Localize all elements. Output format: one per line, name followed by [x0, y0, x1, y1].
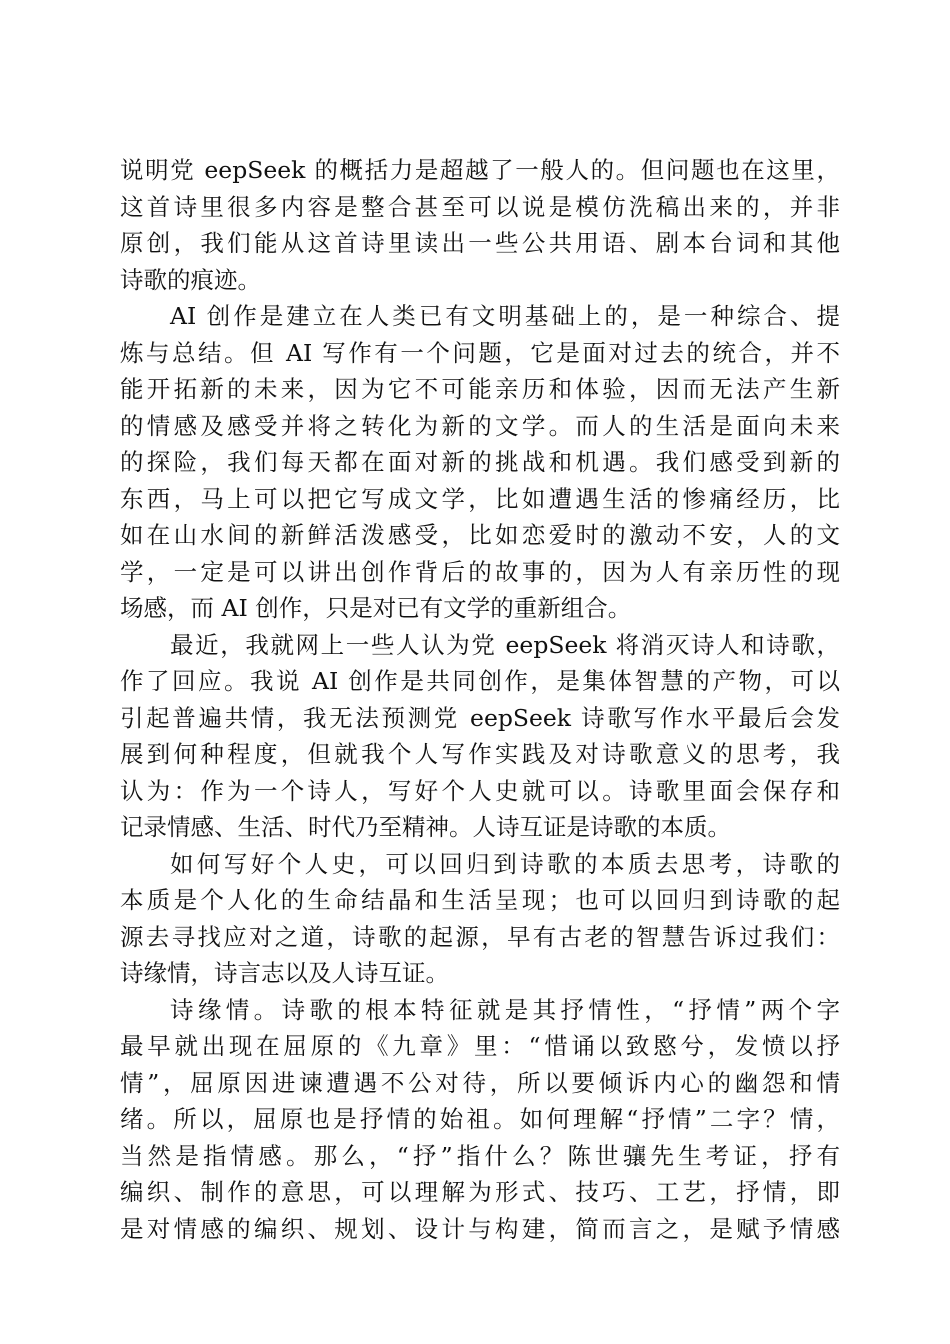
text-line: 诗缘情。诗歌的根本特征就是其抒情性，“抒情”两个字	[170, 995, 840, 1024]
text-line: 作了回应。我说 AI 创作是共同创作，是集体智慧的产物，可以	[120, 667, 840, 695]
text-line: 最近，我就网上一些人认为党 eepSeek 将消灭诗人和诗歌，	[170, 630, 840, 659]
text-line: 的情感及感受并将之转化为新的文学。而人的生活是面向未来	[120, 411, 840, 440]
text-line: 学，一定是可以讲出创作背后的故事的，因为人有亲历性的现	[120, 557, 840, 586]
text-line: 引起普遍共情，我无法预测党 eepSeek 诗歌写作水平最后会发	[120, 703, 840, 732]
text-line: 能开拓新的未来，因为它不可能亲历和体验，因而无法产生新	[120, 375, 840, 403]
text-line: 最早就出现在屈原的《九章》里：“惜诵以致愍兮，发愤以抒	[120, 1032, 840, 1060]
text-line: 当然是指情感。那么，“抒”指什么？陈世骧先生考证，抒有	[120, 1141, 840, 1170]
body-text	[120, 152, 840, 1247]
text-line: 认为：作为一个诗人，写好个人史就可以。诗歌里面会保存和	[120, 776, 840, 805]
text-line: 本质是个人化的生命结晶和生活呈现；也可以回归到诗歌的起	[120, 886, 840, 914]
text-line: AI 创作是建立在人类已有文明基础上的，是一种综合、提	[170, 302, 840, 330]
paragraph-3	[120, 627, 840, 846]
text-line: 源去寻找应对之道，诗歌的起源，早有古老的智慧告诉过我们：	[120, 922, 840, 951]
text-line: 如何写好个人史，可以回归到诗歌的本质去思考，诗歌的	[170, 849, 840, 878]
text-line: 如在山水间的新鲜活泼感受，比如恋爱时的激动不安，人的文	[120, 521, 840, 549]
text-line: 绪。所以，屈原也是抒情的始祖。如何理解“抒情”二字？情，	[120, 1105, 840, 1133]
text-line: 编织、制作的意思，可以理解为形式、技巧、工艺，抒情，即	[120, 1178, 840, 1206]
text-line: 东西，马上可以把它写成文学，比如遭遇生活的惨痛经历，比	[120, 484, 840, 513]
text-line: 诗歌的痕迹。	[120, 265, 261, 294]
text-line: 的探险，我们每天都在面对新的挑战和机遇。我们感受到新的	[120, 448, 840, 476]
text-line: 是对情感的编织、规划、设计与构建，简而言之，是赋予情感	[120, 1214, 840, 1243]
text-line: 诗缘情，诗言志以及人诗互证。	[120, 959, 449, 987]
text-line: 场感，而 AI 创作，只是对已有文学的重新组合。	[120, 594, 632, 622]
paragraph-1	[120, 152, 840, 298]
text-line: 说明党 eepSeek 的概括力是超越了一般人的。但问题也在这里，	[120, 156, 840, 184]
paragraph-5	[120, 992, 840, 1248]
text-line: 记录情感、生活、时代乃至精神。人诗互证是诗歌的本质。	[120, 813, 731, 841]
text-line: 展到何种程度，但就我个人写作实践及对诗歌意义的思考，我	[120, 740, 840, 768]
text-line: 原创，我们能从这首诗里读出一些公共用语、剧本台词和其他	[120, 229, 840, 257]
text-line: 情”，屈原因进谏遭遇不公对待，所以要倾诉内心的幽怨和情	[120, 1068, 840, 1097]
paragraph-4	[120, 846, 840, 992]
text-line: 这首诗里很多内容是整合甚至可以说是模仿洗稿出来的，并非	[120, 192, 840, 221]
paragraph-2	[120, 298, 840, 627]
text-line: 炼与总结。但 AI 写作有一个问题，它是面对过去的统合，并不	[120, 338, 840, 367]
